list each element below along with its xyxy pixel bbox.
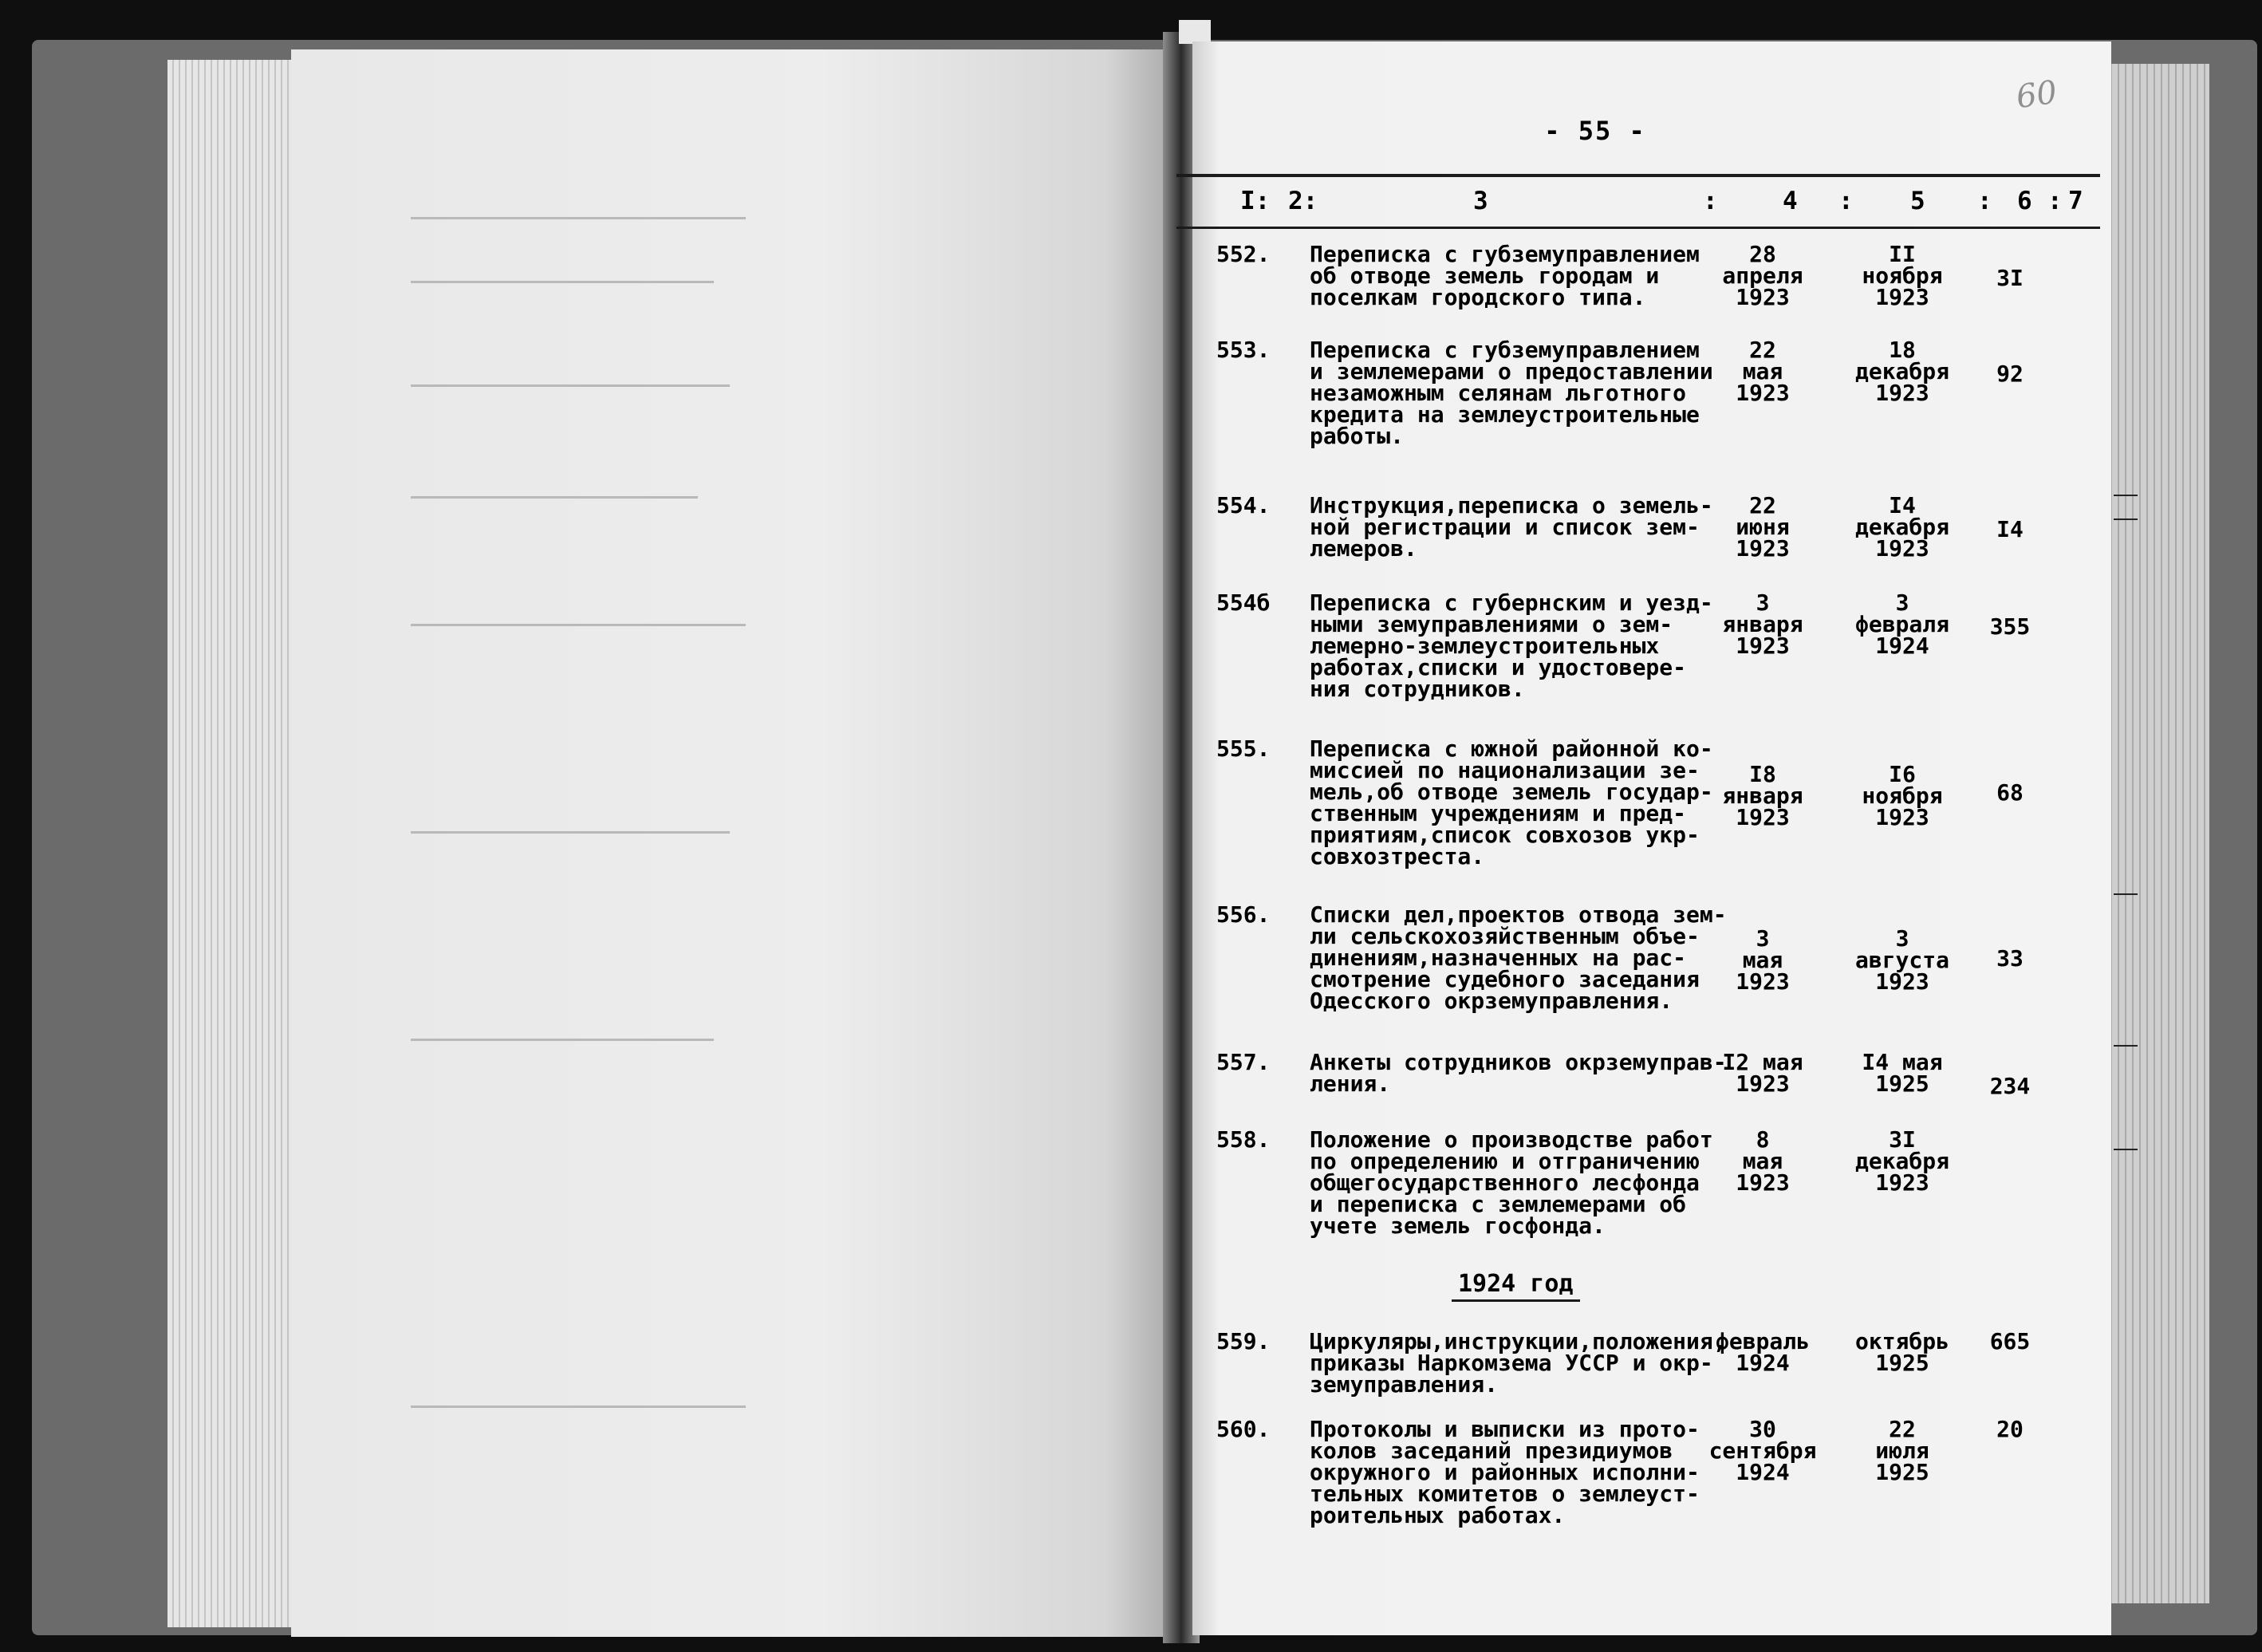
bleed-through-line — [411, 624, 746, 626]
header-col-3: 3 — [1473, 187, 1488, 215]
entry-end-date: I4 декабря 1923 — [1854, 492, 1949, 562]
entry-title: Переписка с губземуправлением об отводе земель городам и поселкам городского типа. — [1310, 241, 1700, 310]
entry-number: 559. — [1216, 1328, 1271, 1354]
entry-title: Инструкция,переписка о земель- ной регистрации и список зем- лемеров. — [1310, 492, 1713, 562]
entry-number: 555. — [1216, 735, 1271, 762]
edge-tick-mark — [2114, 1149, 2138, 1150]
entry-end-date: 3I декабря 1923 — [1854, 1126, 1949, 1196]
entry-sheet-count: 68 — [1996, 779, 2024, 806]
binding-clip — [1179, 20, 1211, 44]
page-number: - 55 - — [1544, 116, 1646, 146]
entry-number: 554. — [1216, 492, 1271, 518]
entry-end-date: октябрь 1925 — [1854, 1328, 1949, 1376]
header-separator: : — [1977, 187, 1992, 215]
table-header-row — [1176, 174, 2100, 229]
entry-number: 556. — [1216, 901, 1271, 928]
bleed-through-line — [411, 1406, 746, 1408]
entry-end-date: 18 декабря 1923 — [1854, 337, 1949, 406]
handwritten-folio-number: 60 — [2014, 73, 2059, 116]
entry-start-date: 28 апреля 1923 — [1722, 241, 1803, 310]
entry-start-date: 3 января 1923 — [1722, 589, 1803, 659]
entry-sheet-count: 3I — [1996, 265, 2024, 291]
entry-number: 560. — [1216, 1416, 1271, 1442]
bleed-through-line — [411, 1039, 714, 1041]
left-page-edges — [167, 60, 295, 1627]
bleed-through-line — [411, 831, 730, 834]
entry-end-date: II ноября 1923 — [1862, 241, 1943, 310]
header-col-5: 5 — [1910, 187, 1925, 215]
entry-title: Положение о производстве работ по определению и отграничению общегосударственного лесфонда и переписка с землемерами об учете земель госфонда. — [1310, 1126, 1713, 1239]
header-separator: : — [1838, 187, 1854, 215]
entry-title: Протоколы и выписки из прото- колов заседаний президиумов окружного и районных исполни- тельных комитетов о землеуст- роительных работах. — [1310, 1416, 1700, 1528]
header-col-4: 4 — [1783, 187, 1798, 215]
header-col-6: 6 — [2017, 187, 2032, 215]
entry-start-date: 30 сентября 1924 — [1708, 1416, 1817, 1485]
entry-number: 554б — [1216, 589, 1271, 616]
entry-start-date: февраль 1924 — [1715, 1328, 1810, 1376]
bleed-through-line — [411, 217, 746, 219]
section-year-heading: 1924 год — [1452, 1270, 1580, 1302]
bleed-through-line — [411, 496, 698, 499]
edge-tick-mark — [2114, 495, 2138, 496]
right-page-edges — [2098, 64, 2209, 1603]
entry-start-date: 22 июня 1923 — [1736, 492, 1790, 562]
entry-title: Списки дел,проектов отвода зем- ли сельскохозяйственным объе- динениям,назначенных на рас- смотрение судебного заседания Одесского окрземуправления. — [1310, 901, 1727, 1014]
entry-start-date: I2 мая 1923 — [1722, 1049, 1803, 1097]
header-separator: : — [2047, 187, 2063, 215]
header-col-7: 7 — [2068, 187, 2083, 215]
edge-tick-mark — [2114, 1045, 2138, 1047]
entry-end-date: 22 июля 1925 — [1875, 1416, 1929, 1485]
entry-sheet-count: I4 — [1996, 516, 2024, 542]
header-col-1: I: — [1240, 187, 1271, 215]
header-col-2: 2: — [1288, 187, 1318, 215]
entry-start-date: 22 мая 1923 — [1736, 337, 1790, 406]
edge-tick-mark — [2114, 518, 2138, 520]
entry-end-date: I4 мая 1925 — [1862, 1049, 1943, 1097]
entry-number: 557. — [1216, 1049, 1271, 1075]
entry-title: Переписка с губземуправлением и землемерами о предоставлении незаможным селянам льготного кредита на землеустроительные работы. — [1310, 337, 1713, 449]
entry-sheet-count: 92 — [1996, 361, 2024, 387]
entry-end-date: 3 февраля 1924 — [1854, 589, 1949, 659]
entry-end-date: 3 августа 1923 — [1854, 925, 1949, 995]
bleed-through-line — [411, 281, 714, 283]
entry-sheet-count: 33 — [1996, 945, 2024, 972]
entry-start-date: I8 января 1923 — [1722, 761, 1803, 830]
entry-start-date: 3 мая 1923 — [1736, 925, 1790, 995]
entry-end-date: I6 ноября 1923 — [1862, 761, 1943, 830]
entry-number: 552. — [1216, 241, 1271, 267]
bleed-through-line — [411, 384, 730, 387]
edge-tick-mark — [2114, 893, 2138, 895]
entry-sheet-count: 665 — [1989, 1328, 2031, 1354]
entry-title: Переписка с губернским и уезд- ными земуправлениями о зем- лемерно-землеустроительных работах,списки и удостовере- ния сотрудников. — [1310, 589, 1713, 702]
entry-title: Переписка с южной районной ко- миссией по национализации зе- мель,об отводе земель государ- ственным учреждениям и пред- приятиям,список совхозов укр- совхозтреста. — [1310, 735, 1713, 869]
entry-title: Циркуляры,инструкции,положения, приказы Наркомзема УССР и окр- земуправления. — [1310, 1328, 1727, 1398]
entry-title: Анкеты сотрудников окрземуправ- ления. — [1310, 1049, 1727, 1097]
left-page-blank — [291, 49, 1176, 1637]
entry-sheet-count: 355 — [1989, 613, 2031, 640]
entry-sheet-count: 234 — [1989, 1073, 2031, 1099]
header-separator: : — [1703, 187, 1718, 215]
entry-sheet-count: 20 — [1996, 1416, 2024, 1442]
entry-number: 558. — [1216, 1126, 1271, 1153]
entry-number: 553. — [1216, 337, 1271, 363]
entry-start-date: 8 мая 1923 — [1736, 1126, 1790, 1196]
